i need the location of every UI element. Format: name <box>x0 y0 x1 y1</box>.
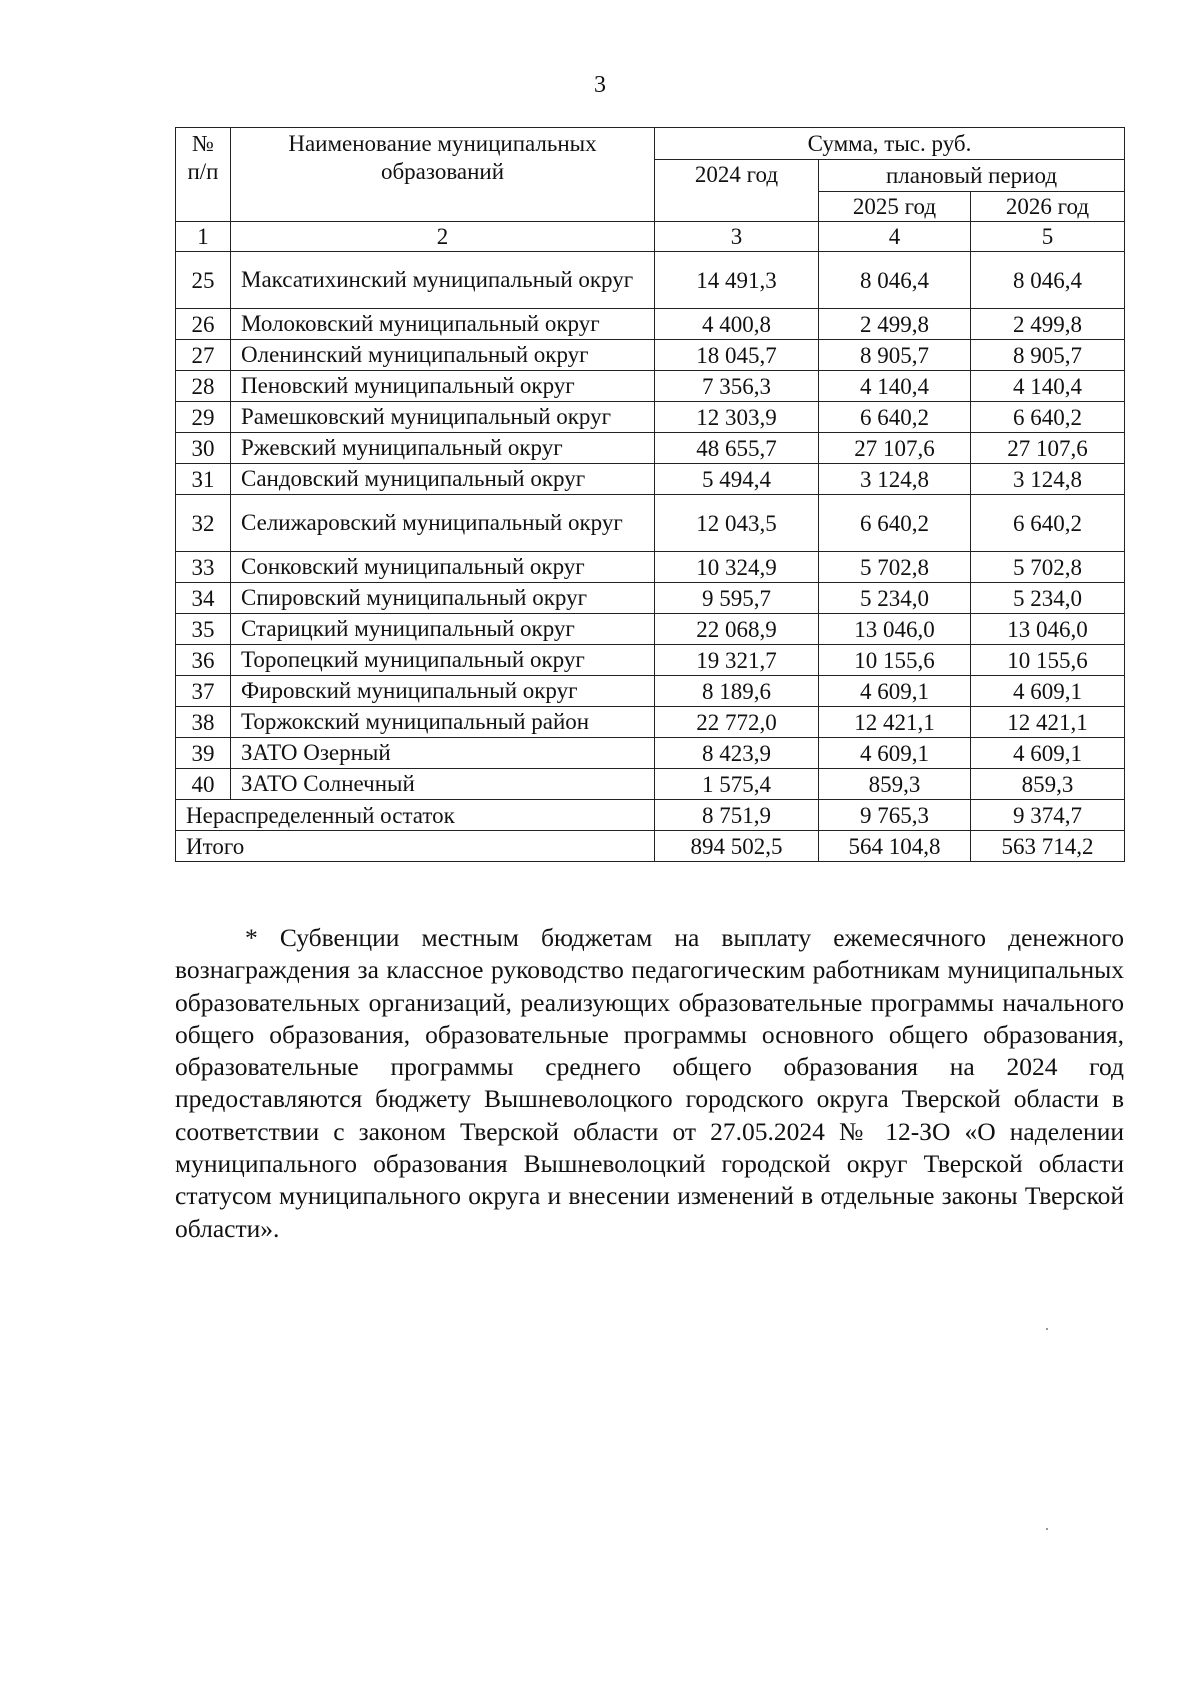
amount-2025: 3 124,8 <box>819 464 971 495</box>
table-row <box>176 371 1125 402</box>
amount-2026: 4 609,1 <box>971 676 1125 707</box>
amount-2026: 5 234,0 <box>971 583 1125 614</box>
total-2024: 894 502,5 <box>655 831 819 862</box>
unallocated-label: Нераспределенный остаток <box>176 800 655 831</box>
table-row <box>176 309 1125 340</box>
amount-2026: 13 046,0 <box>971 614 1125 645</box>
header-year-2026: 2026 год <box>971 192 1125 222</box>
header-planning-period: плановый период <box>819 160 1125 192</box>
table-row <box>176 433 1125 464</box>
row-number: 29 <box>176 402 231 433</box>
amount-2026: 8 905,7 <box>971 340 1125 371</box>
row-number: 25 <box>176 252 231 309</box>
row-number: 31 <box>176 464 231 495</box>
row-number: 36 <box>176 645 231 676</box>
municipality-name: Сонковский муниципальный округ <box>231 552 655 583</box>
amount-2026: 4 140,4 <box>971 371 1125 402</box>
row-number: 27 <box>176 340 231 371</box>
amount-2025: 6 640,2 <box>819 402 971 433</box>
column-number: 3 <box>655 222 819 252</box>
amount-2025: 8 905,7 <box>819 340 971 371</box>
header-year-2025: 2025 год <box>819 192 971 222</box>
amount-2024: 10 324,9 <box>655 552 819 583</box>
amount-2025: 13 046,0 <box>819 614 971 645</box>
amount-2024: 5 494,4 <box>655 464 819 495</box>
table-row <box>176 676 1125 707</box>
amount-2026: 3 124,8 <box>971 464 1125 495</box>
amount-2024: 19 321,7 <box>655 645 819 676</box>
municipality-name: Спировский муниципальный округ <box>231 583 655 614</box>
column-number-row <box>176 222 1125 252</box>
unallocated-2026: 9 374,7 <box>971 800 1125 831</box>
amount-2025: 10 155,6 <box>819 645 971 676</box>
amount-2024: 4 400,8 <box>655 309 819 340</box>
amount-2025: 8 046,4 <box>819 252 971 309</box>
amount-2024: 9 595,7 <box>655 583 819 614</box>
municipality-name: Оленинский муниципальный округ <box>231 340 655 371</box>
unallocated-row <box>176 800 1125 831</box>
amount-2026: 2 499,8 <box>971 309 1125 340</box>
table-row <box>176 707 1125 738</box>
row-number: 26 <box>176 309 231 340</box>
row-number: 38 <box>176 707 231 738</box>
scan-speck <box>1046 1528 1048 1530</box>
amount-2026: 859,3 <box>971 769 1125 800</box>
row-number: 30 <box>176 433 231 464</box>
unallocated-2024: 8 751,9 <box>655 800 819 831</box>
table-row <box>176 340 1125 371</box>
amount-2024: 12 043,5 <box>655 495 819 552</box>
amount-2026: 6 640,2 <box>971 495 1125 552</box>
amount-2026: 12 421,1 <box>971 707 1125 738</box>
municipality-name: Сандовский муниципальный округ <box>231 464 655 495</box>
table-row <box>176 769 1125 800</box>
table-row <box>176 583 1125 614</box>
page-number: 3 <box>594 72 606 98</box>
municipality-name: Селижаровский муниципальный округ <box>231 495 655 552</box>
row-number: 34 <box>176 583 231 614</box>
column-number: 1 <box>176 222 231 252</box>
amount-2024: 8 189,6 <box>655 676 819 707</box>
amount-2026: 4 609,1 <box>971 738 1125 769</box>
scan-speck <box>1046 1328 1048 1330</box>
total-2026: 563 714,2 <box>971 831 1125 862</box>
column-number: 2 <box>231 222 655 252</box>
municipality-name: Молоковский муниципальный округ <box>231 309 655 340</box>
table-row <box>176 738 1125 769</box>
amount-2026: 10 155,6 <box>971 645 1125 676</box>
municipality-name: Фировский муниципальный округ <box>231 676 655 707</box>
amount-2026: 8 046,4 <box>971 252 1125 309</box>
total-label: Итого <box>176 831 655 862</box>
municipality-name: Рамешковский муниципальный округ <box>231 402 655 433</box>
amount-2025: 4 140,4 <box>819 371 971 402</box>
row-number: 40 <box>176 769 231 800</box>
municipality-name: Старицкий муниципальный округ <box>231 614 655 645</box>
budget-table <box>175 127 1125 862</box>
row-number: 33 <box>176 552 231 583</box>
amount-2026: 5 702,8 <box>971 552 1125 583</box>
unallocated-2025: 9 765,3 <box>819 800 971 831</box>
footnote-text: * Субвенции местным бюджетам на выплату ежемесячного денежного вознаграждения за классное руководство педагогическим работникам муниципальных образовательных организаций, реализующих образовательные программы начального общего образования, образовательные программы основного общего образования, образовательные программы среднего общего образования на 2024 год предоставляются бюджету Вышневолоцкого городского округа Тверской области в соответствии с законом Тверской области от 27.05.2024 № 12-ЗО «О наделении муниципального образования Вышневолоцкий городской округ Тверской области статусом муниципального округа и внесении изменений в отдельные законы Тверской области». <box>175 923 1124 1243</box>
header-sum: Сумма, тыс. руб. <box>655 128 1125 160</box>
municipality-name: ЗАТО Озерный <box>231 738 655 769</box>
municipality-name: Торопецкий муниципальный округ <box>231 645 655 676</box>
footnote-paragraph <box>175 922 1124 1245</box>
municipality-name: Пеновский муниципальный округ <box>231 371 655 402</box>
table-row <box>176 552 1125 583</box>
municipality-name: Торжокский муниципальный район <box>231 707 655 738</box>
row-number: 37 <box>176 676 231 707</box>
amount-2024: 22 772,0 <box>655 707 819 738</box>
row-number: 35 <box>176 614 231 645</box>
amount-2024: 18 045,7 <box>655 340 819 371</box>
amount-2026: 27 107,6 <box>971 433 1125 464</box>
table-row <box>176 645 1125 676</box>
row-number: 39 <box>176 738 231 769</box>
column-number: 5 <box>971 222 1125 252</box>
amount-2025: 2 499,8 <box>819 309 971 340</box>
total-row <box>176 831 1125 862</box>
amount-2025: 5 702,8 <box>819 552 971 583</box>
amount-2025: 859,3 <box>819 769 971 800</box>
column-number: 4 <box>819 222 971 252</box>
total-2025: 564 104,8 <box>819 831 971 862</box>
header-name: Наименование муниципальных образований <box>231 128 655 222</box>
amount-2024: 7 356,3 <box>655 371 819 402</box>
table-row <box>176 614 1125 645</box>
header-number: № п/п <box>176 128 231 222</box>
table-row <box>176 402 1125 433</box>
amount-2024: 48 655,7 <box>655 433 819 464</box>
row-number: 32 <box>176 495 231 552</box>
municipality-name: Ржевский муниципальный округ <box>231 433 655 464</box>
table-row <box>176 495 1125 552</box>
table-row <box>176 464 1125 495</box>
amount-2025: 4 609,1 <box>819 738 971 769</box>
municipality-name: Максатихинский муниципальный округ <box>231 252 655 309</box>
amount-2024: 8 423,9 <box>655 738 819 769</box>
amount-2025: 6 640,2 <box>819 495 971 552</box>
amount-2025: 5 234,0 <box>819 583 971 614</box>
row-number: 28 <box>176 371 231 402</box>
amount-2026: 6 640,2 <box>971 402 1125 433</box>
amount-2024: 1 575,4 <box>655 769 819 800</box>
header-year-2024: 2024 год <box>655 160 819 222</box>
table-row <box>176 252 1125 309</box>
amount-2024: 22 068,9 <box>655 614 819 645</box>
amount-2025: 12 421,1 <box>819 707 971 738</box>
municipality-name: ЗАТО Солнечный <box>231 769 655 800</box>
amount-2024: 14 491,3 <box>655 252 819 309</box>
amount-2024: 12 303,9 <box>655 402 819 433</box>
amount-2025: 27 107,6 <box>819 433 971 464</box>
amount-2025: 4 609,1 <box>819 676 971 707</box>
